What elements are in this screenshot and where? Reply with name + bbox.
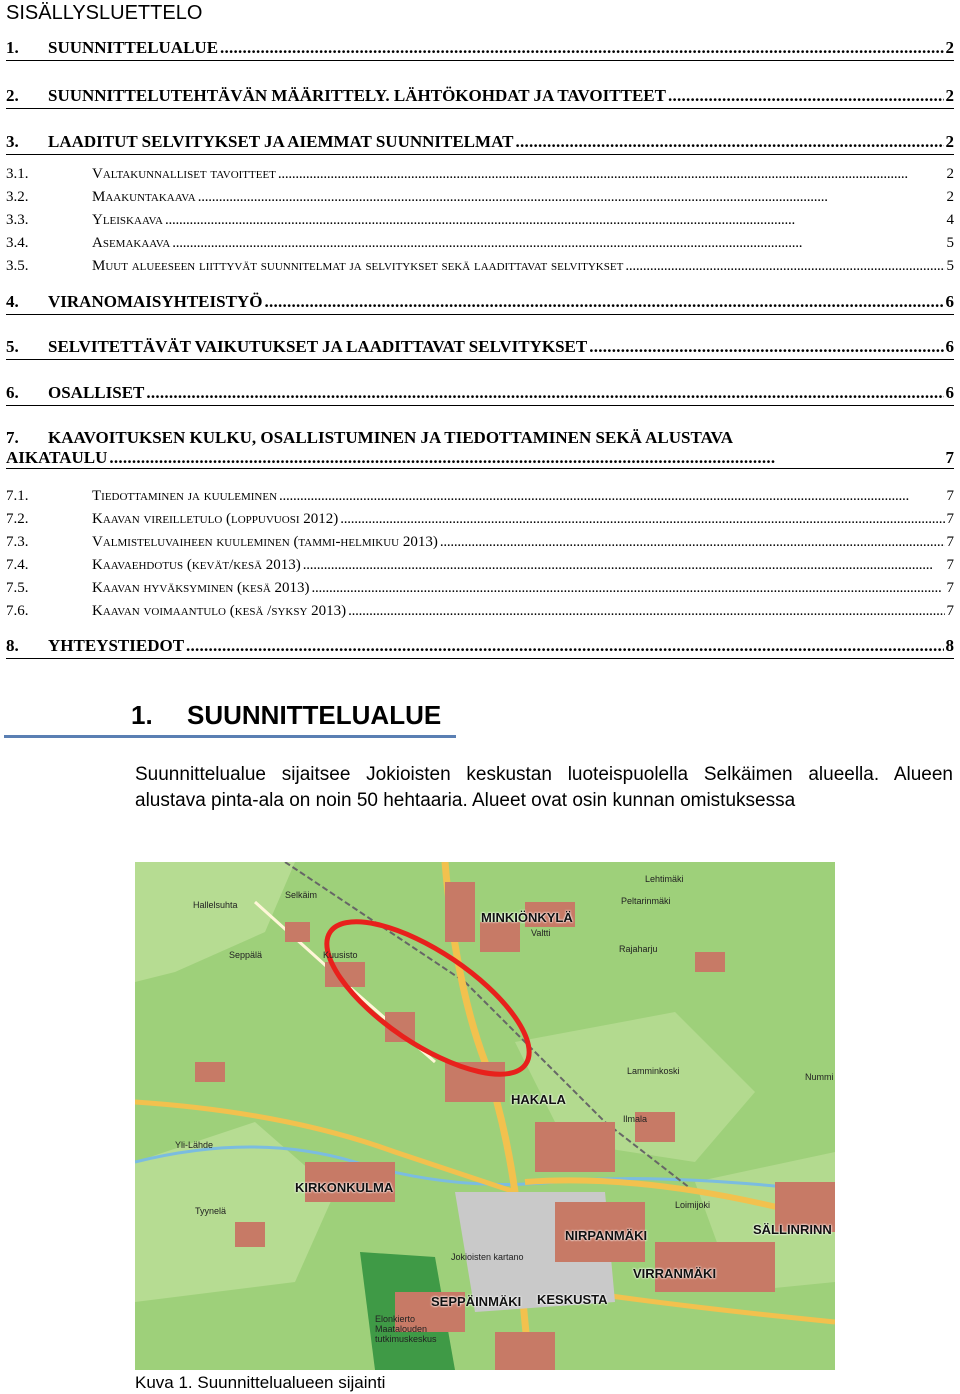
toc-entry-number: 3.3. [6, 212, 29, 228]
toc-entry-title-continued: AIKATAULU [6, 448, 108, 467]
map-label-hallelsuhta: Hallelsuhta [193, 900, 238, 910]
toc-entry-title: Kaavan vireilletulo (loppuvuosi 2012) [92, 511, 339, 527]
map-label-kuusisto: Kuusisto [323, 950, 358, 960]
toc-entry-title: LAADITUT SELVITYKSET JA AIEMMAT SUUNNITELMAT [48, 132, 514, 151]
toc-entry-page: 4 [946, 212, 954, 228]
toc-entry-page: 8 [945, 636, 954, 655]
map-label-loimijoki: Loimijoki [675, 1200, 711, 1210]
toc-entry-page: 6 [945, 337, 954, 356]
toc-entry-page: 2 [946, 189, 954, 205]
toc-entry[interactable] [6, 166, 954, 183]
toc-leader [589, 337, 943, 357]
toc-entry-title: SELVITETTÄVÄT VAIKUTUKSET JA LAADITTAVAT SELVITYKSET [48, 337, 588, 356]
map-label-peltarinmaki: Peltarinmäki [621, 896, 671, 906]
map-label-selkaim: Selkäim [285, 890, 318, 900]
map-label-seppainmaki: SEPPÄINMÄKI [431, 1294, 522, 1309]
toc-leader [625, 258, 944, 275]
toc-entry-title: YHTEYSTIEDOT [48, 636, 185, 655]
toc-entry-page: 6 [945, 292, 954, 311]
map-label-jokioisten-kartano: Jokioisten kartano [451, 1252, 524, 1262]
toc-leader [279, 488, 944, 505]
toc-entry-title: Maakuntakaava [92, 189, 196, 205]
map-label-minkionkyla: MINKIÖNKYLÄ [481, 910, 573, 925]
map-label-elonkierto: Elonkierto Maatalouden tutkimuskeskus [375, 1314, 437, 1344]
toc-leader [440, 534, 945, 551]
toc-entry-title: VIRANOMAISYHTEISTYÖ [48, 292, 263, 311]
toc-entry-title: SUUNNITTELUTEHTÄVÄN MÄÄRITTELY. LÄHTÖKOHDAT JA TAVOITTEET [48, 86, 666, 105]
toc-entry-title: OSALLISET [48, 383, 145, 402]
toc-entry[interactable] [6, 636, 954, 656]
toc-entry-title: Kaavaehdotus (kevät/kesä 2013) [92, 557, 301, 573]
toc-entry-page: 5 [946, 235, 954, 251]
toc-leader [109, 448, 943, 468]
toc-entry-title: Tiedottaminen ja kuuleminen [92, 488, 278, 504]
map-label-nirpanmaki: NIRPANMÄKI [565, 1228, 648, 1243]
toc-entry-number: 7.1. [6, 488, 29, 504]
toc-entry[interactable] [6, 383, 954, 403]
toc-entry-page: 7 [946, 580, 954, 596]
toc-entry[interactable] [6, 235, 954, 252]
map-label-seppala: Seppälä [229, 950, 263, 960]
toc-entry-title: Kaavan hyväksyminen (kesä 2013) [92, 580, 310, 596]
toc-entry[interactable] [6, 488, 954, 505]
toc-entry-page: 2 [945, 132, 954, 151]
toc-entry-page: 2 [945, 38, 954, 57]
toc-entry-number: 7.6. [6, 603, 29, 619]
toc-entry-number: 3.4. [6, 235, 29, 251]
toc-entry[interactable] [6, 212, 954, 229]
toc-leader [303, 557, 945, 574]
toc-entry-number: 3.2. [6, 189, 29, 205]
toc-leader [165, 212, 945, 229]
toc-entry-page: 7 [945, 448, 954, 467]
map-label-keskusta: KESKUSTA [537, 1292, 608, 1307]
map-label-lamminkoski: Lamminkoski [627, 1066, 680, 1076]
toc-leader [340, 511, 944, 528]
toc-leader [220, 38, 943, 58]
toc-leader [264, 292, 943, 312]
toc-entry[interactable] [6, 534, 954, 551]
toc-entry-number: 2. [6, 86, 19, 105]
toc-entry-number: 5. [6, 337, 19, 356]
toc-entry-number: 3.1. [6, 166, 29, 182]
map-label-lehtimaki: Lehtimäki [645, 874, 684, 884]
map-label-hakala: HAKALA [511, 1092, 566, 1107]
map-label-kirkonkulma: KIRKONKULMA [295, 1180, 394, 1195]
toc-entry-number: 6. [6, 383, 19, 402]
section-title: SUUNNITTELUALUE [187, 700, 442, 730]
toc-entry[interactable] [6, 603, 954, 620]
toc-entry[interactable] [6, 38, 954, 58]
toc-entry-page: 7 [946, 557, 954, 573]
location-map [135, 862, 835, 1370]
toc-entry-number: 3.5. [6, 258, 29, 274]
toc-entry[interactable] [6, 511, 954, 528]
toc-entry-page: 7 [946, 603, 954, 619]
map-label-yli-lahde: Yli-Lähde [175, 1140, 214, 1150]
toc-entry-number: 4. [6, 292, 19, 311]
toc-entry-title: Valtakunnalliset tavoitteet [92, 166, 276, 182]
toc-title: SISÄLLYSLUETTELO [6, 2, 203, 24]
toc-entry[interactable] [6, 86, 954, 106]
toc-entry-page: 6 [945, 383, 954, 402]
toc-entry-title: Asemakaava [92, 235, 171, 251]
toc-entry-number: 8. [6, 636, 19, 655]
toc-entry-number: 1. [6, 38, 19, 57]
map-label-ilmala: Ilmala [623, 1114, 648, 1124]
body-paragraph: Suunnittelualue sijaitsee Jokioisten keskustan luoteispuolella Selkäimen alueella. Alueen alustava pinta-ala on noin 50 hehtaaria. Alueet ovat osin kunnan omistuksessa [135, 764, 953, 811]
toc-entry-title: KAAVOITUKSEN KULKU, OSALLISTUMINEN JA TIEDOTTAMINEN SEKÄ ALUSTAVA [48, 428, 734, 447]
toc-entry[interactable] [6, 258, 954, 275]
toc-entry-number: 7. [6, 428, 19, 447]
toc-entry-title: Muut alueeseen liittyvät suunnitelmat ja selvitykset sekä laadittavat selvitykset [92, 258, 624, 274]
toc-entry[interactable] [6, 132, 954, 152]
toc-entry-number: 3. [6, 132, 19, 151]
toc-leader [198, 189, 945, 206]
toc-leader [515, 132, 943, 152]
toc-entry-number: 7.5. [6, 580, 29, 596]
toc-entry[interactable] [6, 189, 954, 206]
toc-entry-page: 5 [946, 258, 954, 274]
toc-leader [312, 580, 945, 597]
section-number: 1. [131, 700, 153, 730]
toc-leader [278, 166, 945, 183]
toc-entry-title: Valmisteluvaiheen kuuleminen (tammi-helmikuu 2013) [92, 534, 438, 550]
toc-entry-number: 7.2. [6, 511, 29, 527]
toc-entry-page: 7 [946, 511, 954, 527]
toc-entry-page: 7 [946, 534, 954, 550]
toc-entry[interactable] [6, 428, 954, 469]
toc-entry-page: 7 [946, 488, 954, 504]
toc-leader [172, 235, 944, 252]
toc-entry[interactable] [6, 337, 954, 357]
map-label-nummi: Nummi [805, 1072, 834, 1082]
toc-leader [186, 636, 943, 656]
toc-entry-page: 2 [946, 166, 954, 182]
toc-entry-title: SUUNNITTELUALUE [48, 38, 219, 57]
toc-entry-title: Yleiskaava [92, 212, 163, 228]
map-label-rajaharju: Rajaharju [619, 944, 658, 954]
map-label-tyynela: Tyynelä [195, 1206, 227, 1216]
toc-entry-page: 2 [945, 86, 954, 105]
toc-entry[interactable] [6, 580, 954, 597]
toc-entry-title: Kaavan voimaantulo (kesä /syksy 2013) [92, 603, 347, 619]
toc-leader [146, 383, 943, 403]
toc-leader [348, 603, 944, 620]
toc-entry[interactable] [6, 292, 954, 312]
map-label-virranmaki: VIRRANMÄKI [633, 1266, 717, 1281]
map-label-valtti: Valtti [531, 928, 551, 938]
figure-caption: Kuva 1. Suunnittelualueen sijainti [135, 1373, 386, 1392]
toc-leader [668, 86, 944, 106]
toc-entry[interactable] [6, 557, 954, 574]
toc-entry-number: 7.4. [6, 557, 29, 573]
map-label-sallinrinn: SÄLLINRINN [753, 1222, 832, 1237]
toc-entry-number: 7.3. [6, 534, 29, 550]
section-heading [4, 700, 456, 738]
